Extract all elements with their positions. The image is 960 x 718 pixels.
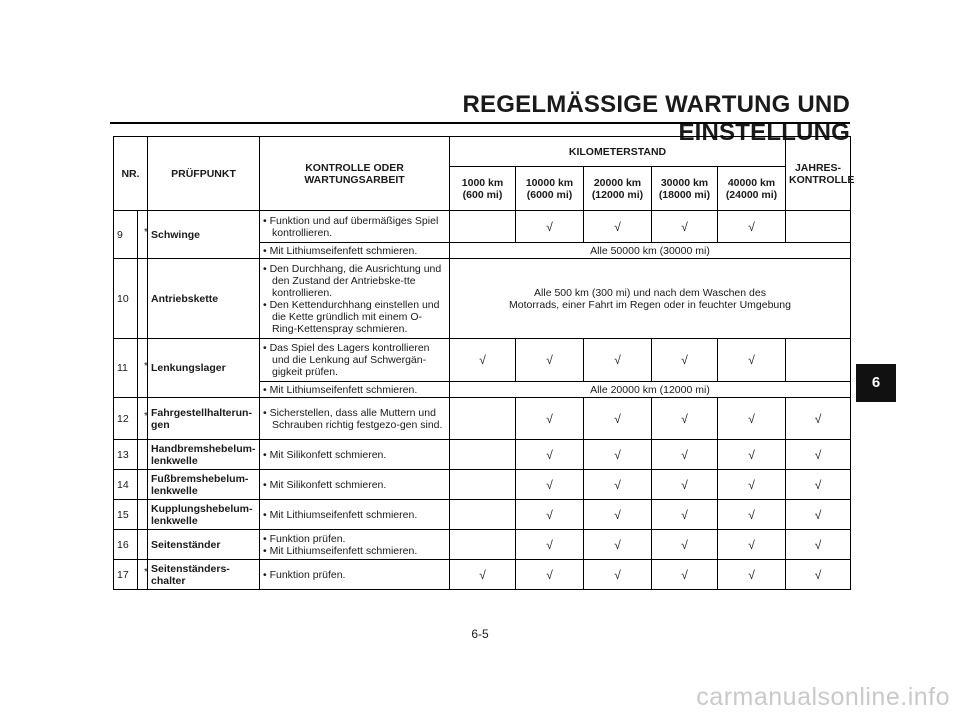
- row-work: • Mit Lithiumseifenfett schmieren.: [260, 500, 450, 530]
- header-km-1000: 1000 km (600 mi): [450, 167, 516, 211]
- check-mark: √: [584, 398, 652, 440]
- row-number: 13: [114, 440, 138, 470]
- row-item: Seitenständer: [148, 530, 260, 560]
- check-mark: √: [516, 339, 584, 382]
- row-number: 9: [114, 211, 138, 259]
- check-mark: √: [786, 560, 851, 590]
- row-number: 11: [114, 339, 138, 398]
- table-row: [114, 530, 851, 560]
- row-work: • Funktion prüfen. • Mit Lithiumseifenfett schmieren.: [260, 530, 450, 560]
- check-mark: √: [718, 339, 786, 382]
- check-mark: √: [584, 530, 652, 560]
- check-mark: √: [718, 440, 786, 470]
- check-mark: √: [718, 470, 786, 500]
- check-mark: √: [786, 470, 851, 500]
- interval-text: Alle 50000 km (30000 mi): [450, 243, 851, 259]
- chapter-tab: 6: [856, 364, 896, 402]
- row-star: *: [138, 398, 148, 440]
- check-mark: √: [718, 560, 786, 590]
- check-cell: [450, 398, 516, 440]
- check-mark: √: [584, 440, 652, 470]
- interval-text: Alle 20000 km (12000 mi): [450, 382, 851, 398]
- table-row: [114, 339, 851, 382]
- row-star: *: [138, 339, 148, 398]
- row-work: • Mit Silikonfett schmieren.: [260, 440, 450, 470]
- check-mark: √: [652, 211, 718, 243]
- row-star: [138, 500, 148, 530]
- row-star: [138, 259, 148, 339]
- header-km-30000: 30000 km (18000 mi): [652, 167, 718, 211]
- maintenance-table: [113, 136, 855, 590]
- check-mark: √: [584, 211, 652, 243]
- check-mark: √: [652, 398, 718, 440]
- check-mark: √: [584, 500, 652, 530]
- header-item: PRÜFPUNKT: [148, 137, 260, 211]
- check-mark: √: [516, 398, 584, 440]
- row-work: • Funktion und auf übermäßiges Spiel kontrollieren.: [260, 211, 450, 243]
- check-mark: √: [516, 470, 584, 500]
- row-number: 17: [114, 560, 138, 590]
- check-mark: √: [652, 530, 718, 560]
- check-cell: [450, 470, 516, 500]
- check-cell: [450, 530, 516, 560]
- row-item: Fußbremshebelum-lenkwelle: [148, 470, 260, 500]
- table-row: [114, 470, 851, 500]
- check-mark: √: [718, 500, 786, 530]
- row-work: • Den Durchhang, die Ausrichtung und den Zustand der Antriebske-tte kontrollieren. • Den Kettendurchhang einstellen und die Kette gründlich mit einem O-Ring-Kettenspray schmieren.: [260, 259, 450, 339]
- row-work: • Mit Lithiumseifenfett schmieren.: [260, 382, 450, 398]
- check-mark: √: [652, 500, 718, 530]
- watermark: carmanualsonline.info: [696, 683, 950, 711]
- row-number: 12: [114, 398, 138, 440]
- header-nr: NR.: [114, 137, 148, 211]
- check-mark: √: [786, 398, 851, 440]
- row-item: Lenkungslager: [148, 339, 260, 398]
- row-star: [138, 530, 148, 560]
- row-number: 14: [114, 470, 138, 500]
- check-cell: [450, 440, 516, 470]
- row-work: • Funktion prüfen.: [260, 560, 450, 590]
- row-star: *: [138, 560, 148, 590]
- check-mark: √: [450, 560, 516, 590]
- check-mark: √: [584, 560, 652, 590]
- page-number: 6-5: [471, 627, 489, 641]
- check-mark: √: [516, 440, 584, 470]
- table-row: [114, 500, 851, 530]
- row-item: Antriebskette: [148, 259, 260, 339]
- check-mark: √: [516, 530, 584, 560]
- row-item: Schwinge: [148, 211, 260, 259]
- check-mark: √: [516, 211, 584, 243]
- check-cell: [786, 339, 851, 382]
- row-star: [138, 440, 148, 470]
- check-mark: √: [718, 398, 786, 440]
- row-item: Kupplungshebelum-lenkwelle: [148, 500, 260, 530]
- check-cell: [450, 211, 516, 243]
- interval-text: Alle 500 km (300 mi) und nach dem Waschen des Motorrads, einer Fahrt im Regen oder in feuchter Umgebung: [450, 259, 851, 339]
- check-mark: √: [584, 339, 652, 382]
- check-mark: √: [718, 211, 786, 243]
- header-km-10000: 10000 km (6000 mi): [516, 167, 584, 211]
- check-mark: √: [450, 339, 516, 382]
- table-row: [114, 560, 851, 590]
- header-km-group: KILOMETERSTAND: [450, 137, 786, 167]
- header-km-40000: 40000 km (24000 mi): [718, 167, 786, 211]
- check-mark: √: [786, 440, 851, 470]
- row-item: Seitenständers-chalter: [148, 560, 260, 590]
- row-star: [138, 470, 148, 500]
- check-mark: √: [786, 530, 851, 560]
- header-annual: JAHRES-KONTROLLE: [786, 137, 851, 211]
- header-work: KONTROLLE ODER WARTUNGSARBEIT: [260, 137, 450, 211]
- row-item: Fahrgestellhalterun-gen: [148, 398, 260, 440]
- check-mark: √: [652, 560, 718, 590]
- check-mark: √: [786, 500, 851, 530]
- row-work: • Sicherstellen, dass alle Muttern und Schrauben richtig festgezo-gen sind.: [260, 398, 450, 440]
- check-mark: √: [516, 500, 584, 530]
- check-mark: √: [652, 339, 718, 382]
- check-mark: √: [584, 470, 652, 500]
- table-row: [114, 398, 851, 440]
- row-work: • Mit Silikonfett schmieren.: [260, 470, 450, 500]
- table-row: [114, 259, 851, 339]
- row-work: • Mit Lithiumseifenfett schmieren.: [260, 243, 450, 259]
- check-mark: √: [652, 440, 718, 470]
- row-work: • Das Spiel des Lagers kontrollieren und die Lenkung auf Schwergän-gigkeit prüfen.: [260, 339, 450, 382]
- check-mark: √: [652, 470, 718, 500]
- row-number: 15: [114, 500, 138, 530]
- page-title: REGELMÄSSIGE WARTUNG UND EINSTELLUNG: [462, 91, 850, 146]
- table-row: [114, 211, 851, 243]
- row-item: Handbremshebelum-lenkwelle: [148, 440, 260, 470]
- check-cell: [786, 211, 851, 243]
- check-mark: √: [718, 530, 786, 560]
- title-rule: [110, 122, 850, 124]
- row-number: 10: [114, 259, 138, 339]
- check-mark: √: [516, 560, 584, 590]
- header-km-20000: 20000 km (12000 mi): [584, 167, 652, 211]
- table-row: [114, 440, 851, 470]
- row-star: *: [138, 211, 148, 259]
- row-number: 16: [114, 530, 138, 560]
- check-cell: [450, 500, 516, 530]
